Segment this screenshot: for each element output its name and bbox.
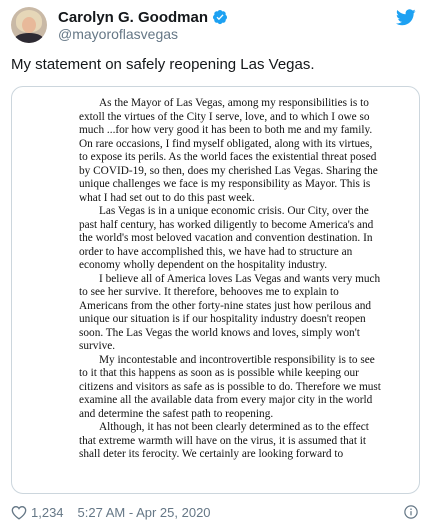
author-name[interactable]: Carolyn G. Goodman — [58, 8, 209, 26]
avatar[interactable] — [11, 7, 47, 43]
statement-paragraph: Las Vegas is in a unique economic crisis. Our City, over the past half century, has worked diligently to become America's and the world's most beloved vacation and convention destination. In order to have accomplished this, we have had to structure an economy wholly dependent on the hospitality industry. — [79, 205, 374, 271]
info-icon[interactable] — [404, 505, 418, 519]
statement-paragraph: Although, it has not been clearly determined as to the effect that extreme warmth will have on the virus, it is assumed that it shall deter its ferocity. We certainly are looking forward to — [79, 421, 369, 460]
author-handle[interactable]: @mayoroflasvegas — [58, 26, 179, 42]
statement-paragraph: My incontestable and incontrovertible responsibility is to see to it that this happens as soon as is possible while keeping our citizens and visitors as safe as is possible to do. Therefore we must examine all the available data from every major city in the world and determine the safest path to reopening. — [79, 353, 381, 420]
tweet-footer — [11, 503, 211, 521]
twitter-bird-icon[interactable] — [396, 9, 416, 26]
verified-badge-icon — [212, 9, 228, 25]
tweet-timestamp[interactable]: 5:27 AM - Apr 25, 2020 — [77, 504, 211, 520]
heart-icon[interactable] — [11, 505, 27, 520]
author-name-row[interactable] — [58, 7, 228, 27]
tweet-text: My statement on safely reopening Las Vegas. — [11, 56, 315, 73]
tweet-header — [0, 0, 429, 46]
statement-image[interactable] — [11, 86, 420, 494]
like-count[interactable]: 1,234 — [31, 504, 64, 520]
statement-document — [79, 97, 382, 462]
statement-paragraph: As the Mayor of Las Vegas, among my responsibilities is to extoll the virtues of the City I serve, love, and to which I owe so much ...for how very good it has been to both me and my family. On rare occasions, I find myself obligated, along with its virtues, to expose its perils. As the world faces the existential threat posed by COVID-19, so then, does my cherished Las Vegas. Sharing the unique challenges we face is my responsibility as Mayor. This is what I had set out to do this past week. — [79, 97, 378, 204]
statement-paragraph: I believe all of America loves Las Vegas and wants very much to see her survive. It therefore, behooves me to explain to Americans from the other forty-nine states just how perilous and unique our situation is if our hospitality industry doesn't reopen soon. The Las Vegas the world knows and loves, simply won't survive. — [79, 272, 381, 352]
